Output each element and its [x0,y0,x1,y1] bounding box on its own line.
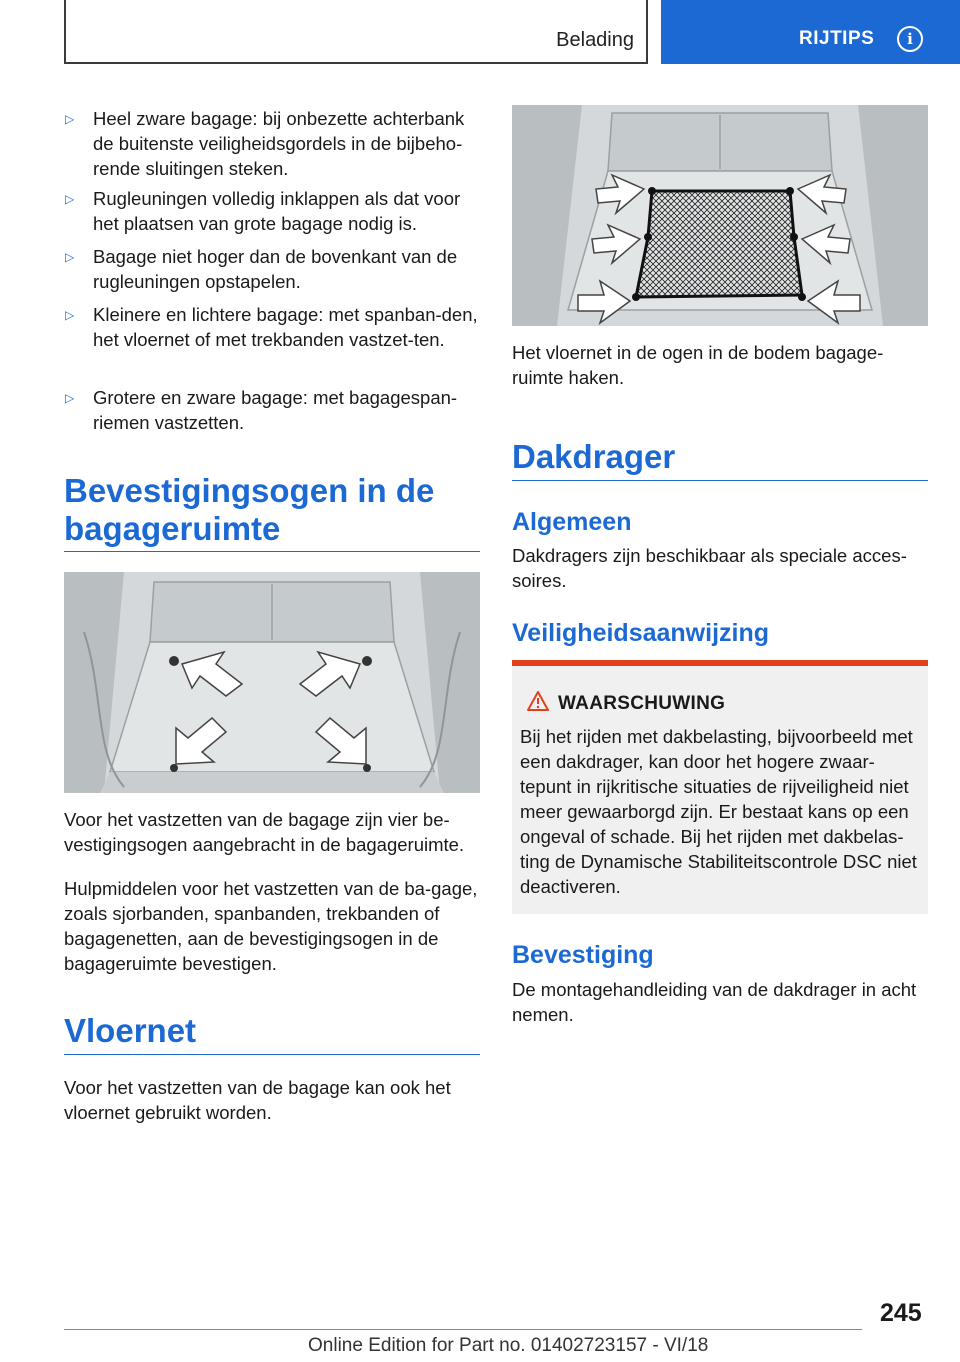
warning-box [512,660,928,914]
tie-down-eyes-paragraph-2: Hulpmiddelen voor het vastzetten van de ba‐gage, zoals sjorbanden, spanbanden, trekbanden of bagagenetten, aan de bevestigingsogen in de bagageruimte bevestigen. [64,878,478,974]
bullet-triangle-icon: ▷ [65,112,75,126]
subheading-safety: Veiligheidsaanwijzing [512,619,770,647]
list-item-text: Heel zware bagage: bij onbezette achterbank de buitenste veiligheidsgordels in de bijbeho‐rende sluitingen steken. [93,108,465,179]
bullet-triangle-icon: ▷ [65,250,75,264]
heading-roof-rack: Dakdrager [512,438,676,475]
mounting-paragraph: De montagehandleiding van de dakdrager in acht nemen. [512,979,917,1025]
heading-rule [64,1054,480,1055]
heading-rule [64,551,480,552]
page-number: 245 [880,1299,922,1327]
heading-floor-net: Vloernet [64,1012,197,1049]
tab-label: RIJTIPS [799,28,875,49]
list-item [65,385,480,435]
warning-title: WAARSCHUWING [558,693,726,714]
list-item-text: Bagage niet hoger dan de bovenkant van de rugleuningen opstapelen. [93,246,458,292]
subheading-general: Algemeen [512,508,632,536]
floor-net-caption: Het vloernet in de ogen in de bodem bagage‐ruimte haken. [512,342,884,388]
header-section-box [64,0,648,64]
list-item-text: Grotere en zware bagage: met bagagespan‐riemen vastzetten. [93,387,458,433]
driving-tips-tab[interactable] [661,0,960,64]
bullet-triangle-icon: ▷ [65,192,75,206]
floor-net-paragraph: Voor het vastzetten van de bagage kan ook het vloernet gebruikt worden. [64,1077,451,1123]
list-item [65,186,480,236]
info-icon[interactable]: i [897,26,923,52]
list-item-text: Kleinere en lichtere bagage: met spanban‐den, het vloernet of met trekbanden vastzet‐ten. [93,304,478,350]
list-item [65,302,480,352]
warning-text: Bij het rijden met dakbelasting, bijvoorbeeld met een dakdrager, kan door het hogere zwaar‐tepunt in rijkritische situaties de rijveiligheid niet meer gewaarborgd zijn. Er bestaat kans op een ongeval of schade. Bij het rijden met dakbelas‐ting de Dynamische Stabiliteitscontrole DSC niet deactiveren. [520,726,917,897]
warning-triangle-icon [526,690,550,717]
list-item-text: Rugleuningen volledig inklappen als dat voor het plaatsen van grote bagage nodig is. [93,188,461,234]
list-item [65,106,480,181]
footer-edition: Online Edition for Part no. 01402723157 - VI/18 [308,1335,709,1356]
list-item [65,244,480,294]
tie-down-eyes-paragraph-1: Voor het vastzetten van de bagage zijn vier be‐vestigingsogen aangebracht in de bagageruimte. [64,809,465,855]
general-paragraph: Dakdragers zijn beschikbaar als speciale acces‐soires. [512,545,907,591]
heading-tie-down-eyes: Bevestigingsogen in de bagageruimte [64,472,435,547]
section-title: Belading [556,29,634,51]
cargo-area-photo [64,572,480,793]
heading-rule [512,480,928,481]
subheading-mounting: Bevestiging [512,941,654,969]
bullet-triangle-icon: ▷ [65,391,75,405]
footer-rule [64,1329,862,1330]
floor-net-photo [512,105,928,326]
bullet-triangle-icon: ▷ [65,308,75,322]
